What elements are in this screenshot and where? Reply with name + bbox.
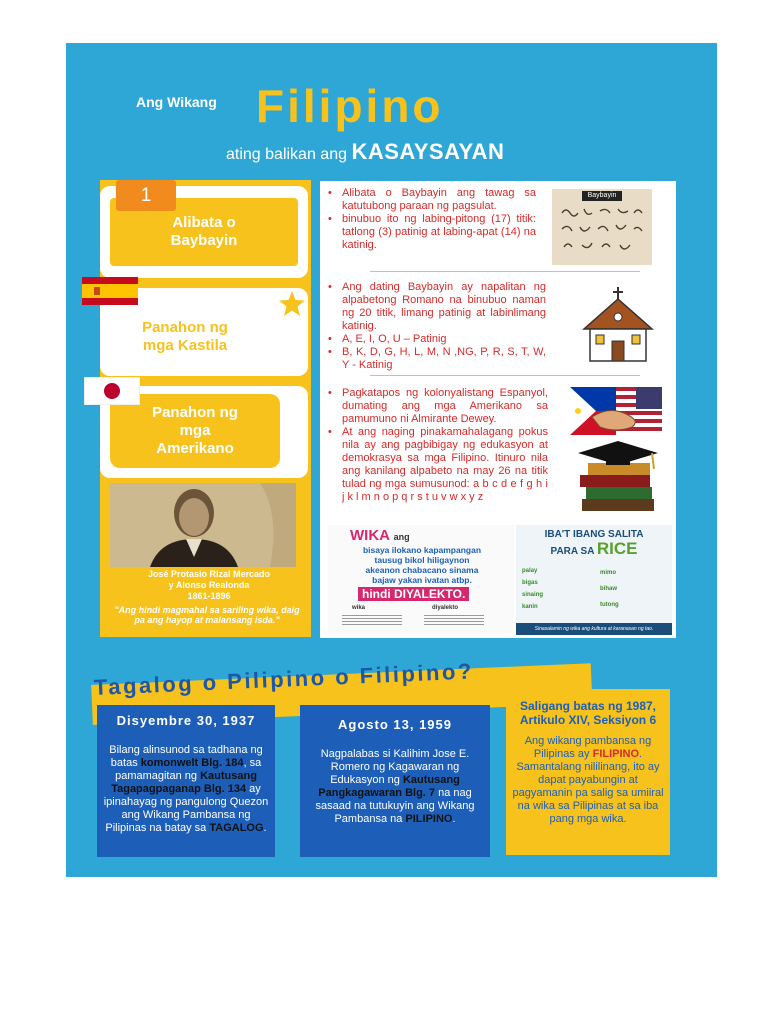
rice-item-palay: palay [522, 568, 538, 574]
rizal-name-line2: y Alonso Realonda [168, 580, 250, 590]
question-banner-text: Tagalog o Pilipino o Filipino? [93, 658, 475, 700]
box-1937-body [103, 744, 269, 835]
box-1959-text-2: na nag sasaad na tutukuyin ang Wikang Pambansa na [315, 787, 475, 825]
card-alibata [100, 186, 308, 278]
box-1937-text-3: ay ipinahayag ng pangulong Quezon ang Wikang Pambansa ng Pilipinas na batay sa [103, 783, 269, 834]
books-graduation-cap-icon [572, 439, 664, 515]
subtitle [226, 139, 504, 165]
rice-item-mimo: mimo [600, 570, 617, 576]
wika-title-word: WIKA [350, 527, 390, 544]
section-amerikano [326, 387, 548, 504]
wika-graphic [328, 525, 514, 633]
rice-title-para-sa: PARA SA [550, 546, 595, 557]
wika-col2-text [424, 613, 484, 627]
card-kastila-line2: mga Kastila [142, 337, 228, 354]
rizal-name [114, 569, 304, 602]
japan-flag-icon [84, 377, 140, 405]
rice-title-rice: RICE [596, 539, 638, 558]
rizal-quote: "Ang hindi magmahal sa sariling wika, daig pa ang hayop at malansang isda." [114, 605, 300, 625]
amerikano-bullet-2: • At ang naging pinakamahalagang pokus nila ay ang pagbibigay ng edukasyon at demokrasya sa mga Filipino. Itinuro nila ang kanilang alpabeto na may 26 na titik tulad ng mga sumusunod: a b c d e f g h i j k l m n o p q r s t u v w x y z [326, 426, 548, 504]
box-1987-text-2: . Samantalang nililinang, ito ay dapat payabungin at pagyamanin pa salig sa umiiral na wika sa Pilipinas at sa iba pang mga wika. [512, 748, 664, 825]
alibata-bullet-2: • binubuo ito ng labing-pitong (17) titik: tatlong (3) patinig at labing-apat (14) na katinig. [326, 213, 536, 252]
box-1959 [300, 705, 490, 857]
box-1987 [506, 689, 670, 855]
box-1987-heading: Saligang batas ng 1987, Artikulo XIV, Seksiyon 6 [519, 699, 657, 727]
box-1959-text-1: Nagpalabas si Kalihim Jose E. Romero ng Kagawaran ng Edukasyon ng [320, 748, 470, 786]
box-1937-bold-3: TAGALOG [209, 822, 264, 834]
card-amerikano-line3: Amerikano [156, 440, 234, 457]
rice-title-line1: IBA'T IBANG SALITA [544, 529, 644, 540]
subtitle-bold: KASAYSAYAN [351, 139, 505, 164]
rice-item-sinaing: sinaing [522, 592, 544, 598]
box-1987-text-1: Ang wikang pambansa ng Pilipinas ay [524, 735, 652, 760]
alibata-bullet-1: • Alibata o Baybayin ang tawag sa katutubong paraan ng pagsulat. [326, 187, 536, 213]
card-alibata-line2: Baybayin [170, 232, 238, 249]
wika-line-1: bisaya ilokano kapampangan [362, 545, 482, 555]
wika-line-4: bajaw yakan ivatan atbp. [372, 575, 472, 585]
wika-col1-text [342, 613, 402, 627]
box-1959-bold-1: Kautusang Pangkagawaran Blg. 7 [318, 774, 460, 799]
rice-items-right [600, 565, 670, 613]
church-icon [578, 285, 658, 365]
box-1937-text-4: . [263, 822, 267, 834]
box-1937-heading: Disyembre 30, 1937 [116, 713, 256, 728]
wika-line-2: tausug bikol hiligaynon [374, 555, 470, 565]
box-1937 [97, 705, 275, 857]
number-badge: 1 [116, 180, 176, 211]
box-1937-bold-1: komonwelt Blg. 184 [140, 757, 244, 769]
rice-footer: Sinasalamin ng wika ang kultura at karanasan ng tao. [516, 623, 672, 635]
poster [66, 43, 717, 877]
box-1937-text-2: , sa pamamagitan ng [115, 757, 262, 782]
handshake-flags-icon [570, 387, 662, 435]
rice-items-left [522, 565, 592, 613]
box-1987-body [512, 735, 664, 826]
box-1959-body [308, 748, 482, 826]
wika-col2-head: diyalekto [432, 605, 459, 611]
rizal-name-line1: José Protasio Rizal Mercado [147, 569, 271, 579]
section-alibata [326, 187, 536, 252]
star-icon [278, 290, 306, 318]
amerikano-bullet-1: • Pagkatapos ng kolonyalistang Espanyol, dumating ang mga Amerikano sa pamumuno ni Almirante Dewey. [326, 387, 548, 426]
right-column [320, 181, 676, 638]
rizal-portrait [110, 483, 296, 567]
kastila-bullet-1: • Ang dating Baybayin ay napalitan ng alpabetong Romano na binubuo naman ng 20 titik, limang patinig at labinlimang katinig. [326, 281, 546, 333]
title-prefix: Ang Wikang [136, 94, 217, 110]
wika-title [350, 527, 410, 544]
card-amerikano-line1: Panahon ng [152, 404, 238, 421]
divider-1 [370, 271, 640, 272]
card-amerikano-label [110, 394, 280, 468]
box-1937-bold-2: Kautusang Tagapagpaganap Blg. 134 [111, 770, 257, 795]
spain-flag-icon [82, 277, 138, 305]
rice-graphic [516, 525, 672, 635]
baybayin-image-label: Baybayin [582, 191, 622, 201]
card-kastila-label [100, 312, 270, 362]
wika-title-ang: ang [393, 532, 410, 542]
wika-language-list [336, 545, 508, 585]
box-1959-heading: Agosto 13, 1959 [338, 717, 452, 732]
wika-col1-head: wika [352, 605, 366, 611]
left-column [100, 180, 311, 637]
wika-footer: hindi DIYALEKTO. [358, 587, 469, 601]
kastila-bullet-3: • B, K, D, G, H, L, M, N ,NG, P, R, S, T, W, Y - Katinig [326, 346, 546, 372]
box-1937-text-1: Bilang alinsunod sa tadhana ng batas [109, 744, 263, 769]
section-kastila [326, 281, 546, 372]
wika-line-3: akeanon chabacano sinama [365, 565, 479, 575]
box-1959-text-3: . [452, 813, 456, 825]
kastila-bullet-2: • A, E, I, O, U – Patinig [326, 333, 546, 346]
box-1959-bold-2: PILIPINO [405, 813, 453, 825]
rice-item-kanin: kanin [522, 604, 538, 610]
rice-item-bihaw: bihaw [600, 586, 618, 592]
rizal-years: 1861-1896 [187, 591, 231, 601]
card-alibata-line1: Alibata o [172, 214, 236, 231]
rice-title-line2 [516, 539, 672, 559]
page-title: Filipino [256, 80, 444, 132]
subtitle-lead: ating balikan ang [226, 146, 347, 163]
rice-item-bigas: bigas [522, 580, 538, 586]
portrait-image [110, 483, 296, 567]
card-kastila-line1: Panahon ng [142, 319, 228, 336]
baybayin-script-icon [558, 205, 646, 261]
baybayin-image [552, 189, 652, 265]
card-amerikano-line2: mga [179, 422, 211, 439]
divider-2 [370, 375, 640, 376]
rice-item-tutong: tutong [600, 602, 619, 608]
box-1987-bold-1: FILIPINO [592, 748, 640, 760]
